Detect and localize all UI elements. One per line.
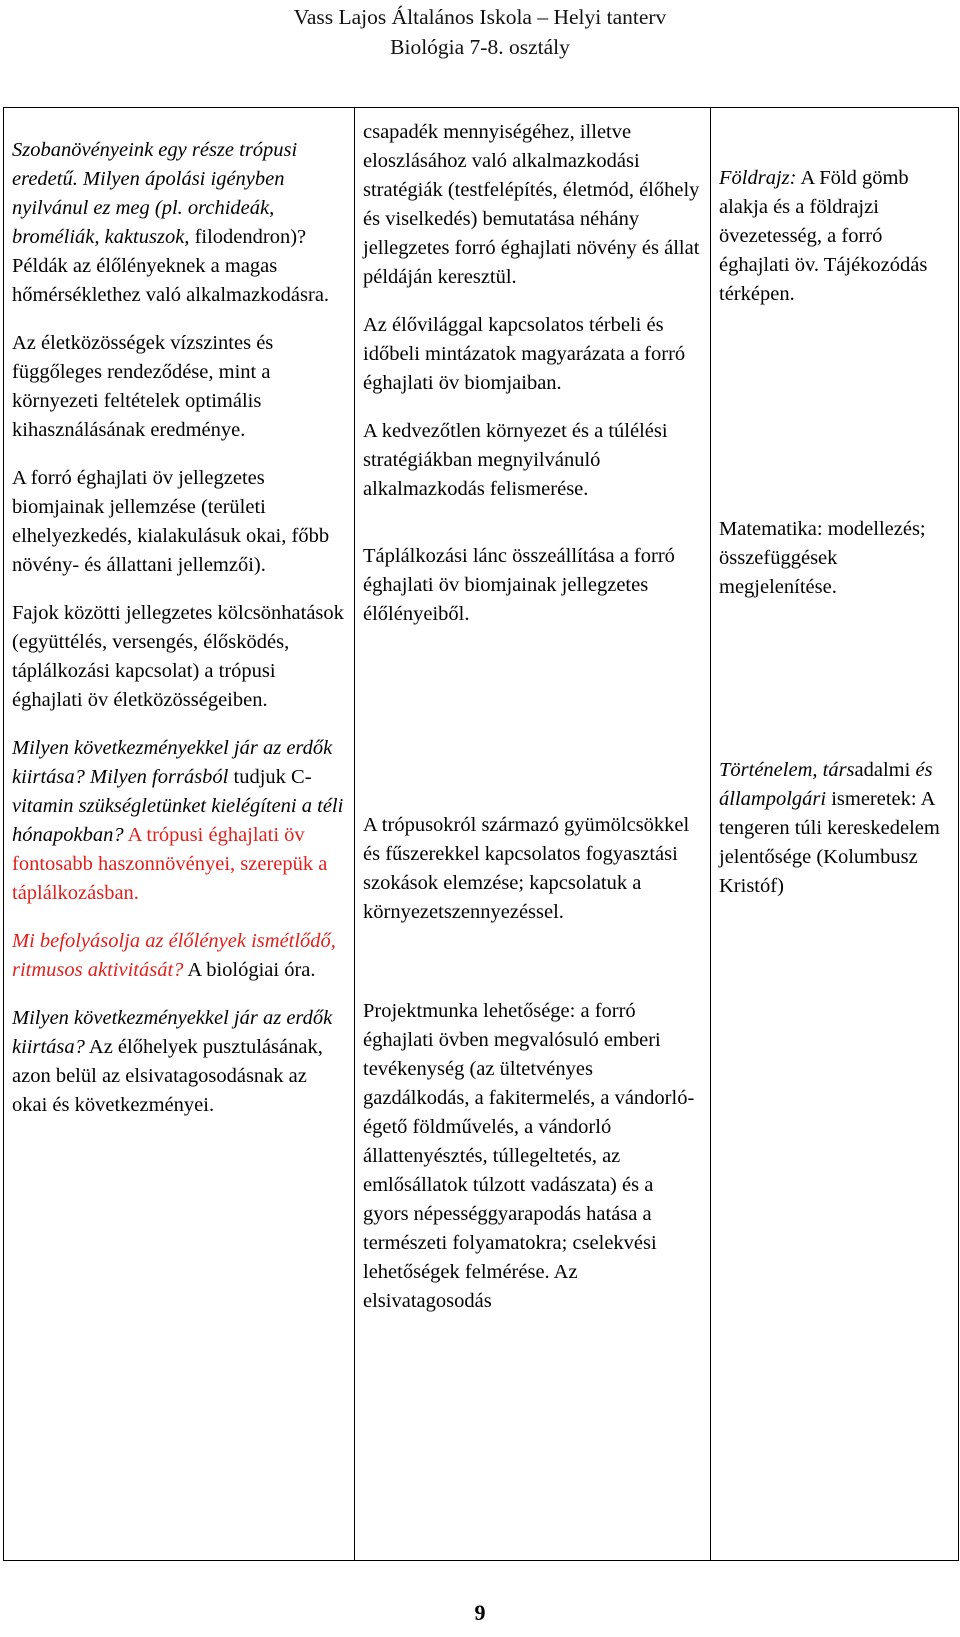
history-text: ismeretek: A tengeren túli kereskedelem jelentősége (Kolumbusz Kristóf) — [719, 788, 940, 897]
desertification-text: Az élőhelyek pusztulásának, azon belül az elsivatagosodásnak az okai és következményei. — [12, 1036, 323, 1116]
project-work-text: Projektmunka lehetősége: a forró éghajlati övben megvalósuló emberi tevékenység (az ültetvényes gazdálkodás, a fakitermelés, a vándorló-égető földművelés, a vándorló állattenyésztés, túllegeltetés, az emlősállatok túlzott vadászata) és a gyors népességgyarapodás hatása a természeti folyamatokra; cselekvési lehetőségek felmérése. Az elsivatagosodás — [363, 1000, 695, 1312]
geography-label: Földrajz: — [719, 167, 797, 189]
connections-column — [711, 108, 959, 1561]
history-label-c: és állampolgári — [719, 759, 933, 810]
vitamin-question-text: vitamin szükségletünket kielégíteni a téli hónapokban? — [12, 795, 344, 846]
activities-column — [355, 108, 711, 1561]
species-interactions-text: Fajok közötti jellegzetes kölcsönhatások (együttélés, versengés, élősködés, táplálkozási kapcsolat) a trópusi éghajlati öv életközösségeiben. — [12, 602, 344, 711]
header-subject: Biológia 7-8. osztály — [390, 35, 570, 59]
history-connection — [719, 756, 951, 901]
biological-clock-text: A biológiai óra. — [183, 959, 316, 981]
adaptation-strategies-text: csapadék mennyiségéhez, illetve eloszlásához való alkalmazkodási stratégiák (testfelépítés, életmód, élőhely és viselkedés) bemutatása néhány jellegzetes forró éghajlati növény és állat példáján keresztül. — [363, 121, 700, 288]
vitamin-text-normal: tudjuk C- — [228, 766, 312, 788]
content-column — [4, 108, 355, 1561]
curriculum-table — [3, 107, 959, 1561]
survival-strategies-text: A kedvezőtlen környezet és a túlélési stratégiákban megnyilvánuló alkalmazkodás felismerése. — [363, 420, 668, 500]
header-school-name: Vass Lajos Általános Iskola – Helyi tanterv — [293, 5, 667, 29]
tropical-fruits-text: A trópusokról származó gyümölcsökkel és fűszerekkel kapcsolatos fogyasztási szokások elemzése; kapcsolatuk a környezetszennyezéssel. — [363, 814, 690, 923]
adaptation-examples-text: filodendron)? Példák az élőlényeknek a magas hőmérséklethez való alkalmazkodásra. — [12, 226, 330, 306]
history-label-a: Történelem, társ — [719, 759, 855, 781]
math-connection: Matematika: modellezés; összefüggések megjelenítése. — [719, 518, 926, 598]
biome-characteristics-text: A forró éghajlati öv jellegzetes biomjainak jellemzése (területi elhelyezkedés, kialakulásuk okai, főbb növény- és állattani jellemzői). — [12, 467, 330, 576]
table-row — [4, 108, 959, 1561]
deforestation-question — [12, 734, 347, 908]
geography-text: A Föld gömb alakja és a földrajzi övezetesség, a forró éghajlati öv. Tájékozódás térképen. — [719, 167, 928, 305]
houseplants-question-text: Szobanövényeink egy része trópusi eredetű. Milyen ápolási igényben nyilvánul ez meg (pl. orchideák, broméliák, kaktuszok, — [12, 139, 298, 248]
food-chain-text: Táplálkozási lánc összeállítása a forró éghajlati öv biomjainak jellegzetes élőlényeiből. — [363, 545, 675, 625]
rhythm-question-text: Mi befolyásolja az élőlények ismétlődő, ritmusos aktivitását? — [12, 930, 336, 981]
page-header — [0, 2, 960, 62]
houseplants-question — [12, 136, 347, 310]
page-number: 9 — [474, 1600, 486, 1625]
rhythm-question — [12, 927, 347, 985]
community-structure-text: Az életközösségek vízszintes és függőleges rendeződése, mint a környezeti feltételek optimális kihasználásának eredménye. — [12, 332, 274, 441]
crop-plants-text: A trópusi éghajlati öv fontosabb haszonnövényei, szerepük a táplálkozásban. — [12, 824, 328, 904]
geography-connection — [719, 164, 951, 309]
deforestation-question-text: Milyen következményekkel jár az erdők kiirtása? Milyen forrásból — [12, 737, 333, 788]
habitat-loss-question — [12, 1004, 347, 1120]
spatial-patterns-text: Az élővilággal kapcsolatos térbeli és időbeli mintázatok magyarázata a forró éghajlati öv biomjaiban. — [363, 314, 686, 394]
habitat-loss-question-text: Milyen következményekkel jár az erdők kiirtása? — [12, 1007, 333, 1058]
history-label-b: adalmi — [854, 759, 916, 781]
